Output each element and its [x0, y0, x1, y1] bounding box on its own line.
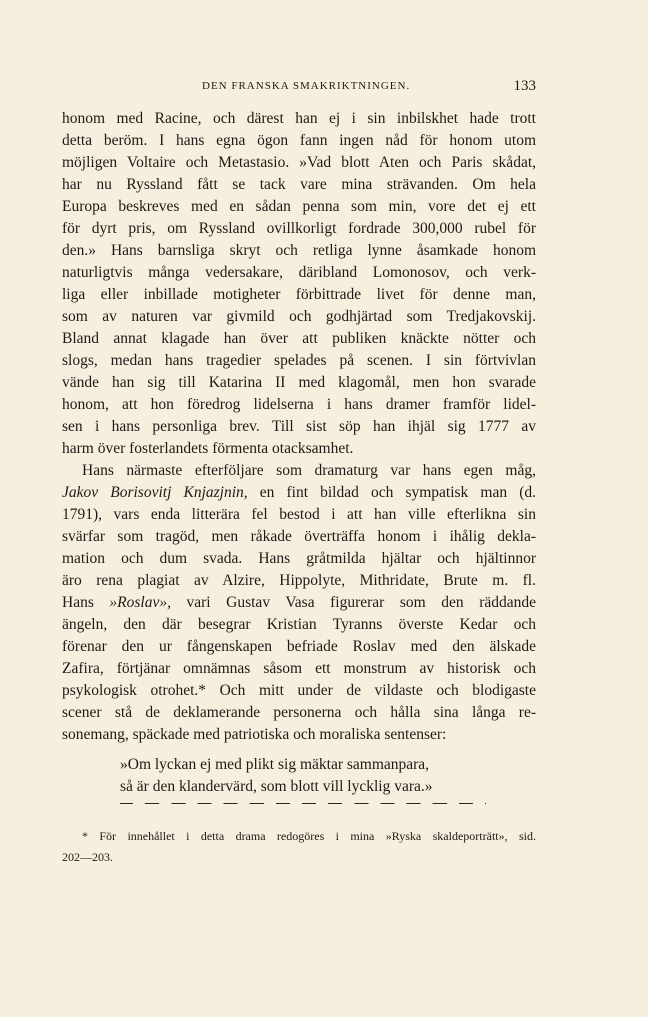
- dashed-separator: [120, 803, 486, 804]
- text-line: mation och dum svada. Hans gråtmilda hjältar och hjältinnor: [62, 550, 536, 567]
- text-line: [62, 592, 536, 614]
- work-title: »Roslav»,: [109, 594, 171, 611]
- text-line: honom, att hon föredrog lidelserna i hans dramer framför lidel-: [62, 396, 536, 413]
- text-line: för dyrt pris, om Ryssland ovillkorligt fordrade 300,000 rubel för: [62, 220, 536, 237]
- verse-quote: [120, 754, 492, 798]
- text-line: möjligen Voltaire och Metastasio. »Vad blott Aten och Paris skådat,: [62, 154, 536, 171]
- text-line: svärfar som tragöd, men råkade överträffa honom i ihålig dekla-: [62, 528, 536, 545]
- body-text: [62, 108, 536, 746]
- text-fragment: Hans: [62, 594, 110, 611]
- text-line: vände han sig till Katarina II med klagomål, men hon svarade: [62, 374, 536, 391]
- text-line: slogs, medan hans tragedier spelades på scenen. I sin förtvivlan: [62, 352, 536, 369]
- author-name: Jakov Borisovitj Knjazjnin,: [62, 484, 248, 501]
- text-line: har nu Ryssland fått se tack vare mina strävanden. Om hela: [62, 176, 536, 193]
- text-line: psykologisk otrohet.* Och mitt under de vildaste och blodigaste: [62, 682, 536, 699]
- footnote: [62, 826, 536, 868]
- text-line: scener stå de deklamerande personerna och hålla sina långa re-: [62, 704, 536, 721]
- footnote-line: 202—203.: [62, 850, 113, 864]
- verse-line: »Om lyckan ej med plikt sig mäktar sammanpara,: [120, 756, 430, 773]
- footnote-line: * För innehållet i detta drama redogöres i mina »Ryska skaldeporträtt», sid.: [82, 829, 536, 843]
- text-line: liga eller inbillade motigheter förbittrade livet för denne man,: [62, 286, 536, 303]
- text-line: ängeln, den där besegrar Kristian Tyranns överste Kedar och: [62, 616, 536, 633]
- text-line: äro rena plagiat av Alzire, Hippolyte, Mithridate, Brute m. fl.: [62, 572, 536, 589]
- text-line: Zafira, förtjänar omnämnas såsom ett monstrum av historisk och: [62, 660, 536, 677]
- text-line: honom med Racine, och därest han ej i sin inbilskhet hade trott: [62, 110, 536, 127]
- running-title: DEN FRANSKA SMAKRIKTNINGEN.: [202, 80, 411, 92]
- text-fragment: vari Gustav Vasa figurerar som den räddande: [170, 594, 536, 611]
- text-line: den.» Hans barnsliga skryt och retliga lynne åsamkade honom: [62, 242, 536, 259]
- text-line: Hans närmaste efterföljare som dramaturg var hans egen måg,: [82, 462, 536, 479]
- text-line: förenar den ur fångenskapen befriade Roslav med den älskade: [62, 638, 536, 655]
- text-line: sen i hans personliga brev. Till sist söp han ihjäl sig 1777 av: [62, 418, 536, 435]
- text-fragment: en fint bildad och sympatisk man (d.: [247, 484, 536, 501]
- text-line: [62, 482, 536, 504]
- text-line: naturligtvis många vedersakare, däribland Lomonosov, och verk-: [62, 264, 536, 281]
- text-line: Bland annat klagade han över att publiken knäckte nötter och: [62, 330, 536, 347]
- running-head: [62, 76, 536, 96]
- page-number: 133: [513, 78, 536, 94]
- text-line: som av naturen var givmild och godhjärtad som Tredjakovskij.: [62, 308, 536, 325]
- verse-line: så är den klandervärd, som blott vill lycklig vara.»: [120, 778, 433, 795]
- text-line: detta beröm. I hans egna ögon fann ingen nåd för honom utom: [62, 132, 536, 149]
- text-line: 1791), vars enda litterära fel bestod i att han ville efterlikna sin: [62, 506, 536, 523]
- text-line: sonemang, späckade med patriotiska och moraliska sentenser:: [62, 726, 447, 743]
- text-line: harm över fosterlandets förmenta otacksamhet.: [62, 440, 354, 457]
- text-line: Europa beskreves med en sådan penna som min, vore det ej ett: [62, 198, 536, 215]
